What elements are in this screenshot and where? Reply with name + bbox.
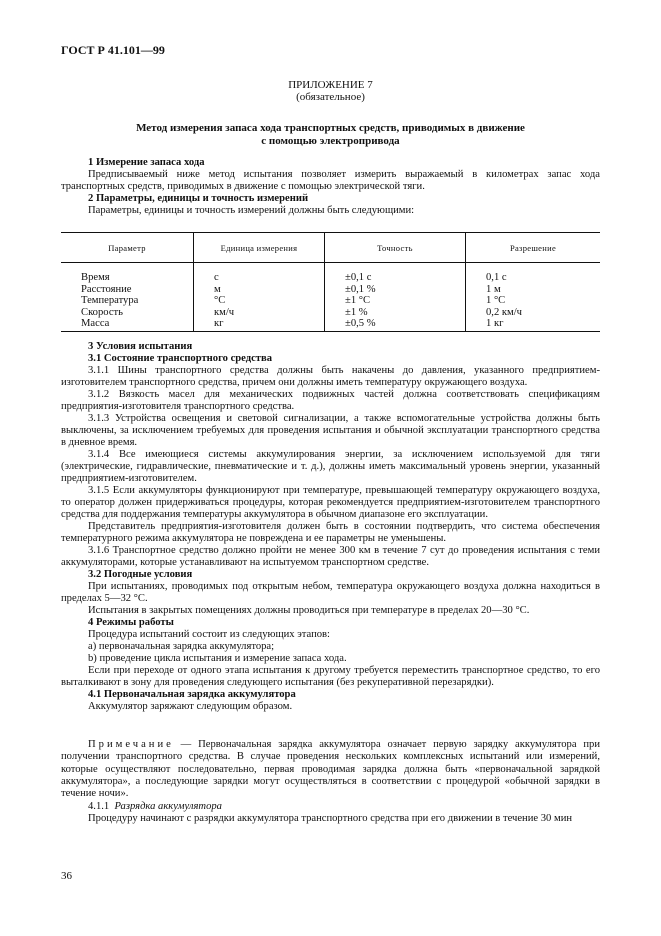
unit-cell xyxy=(194,263,325,332)
parameter-cell xyxy=(61,263,194,332)
section-heading: 3 Условия испытания xyxy=(88,341,193,352)
cell-value: Температура xyxy=(81,295,139,306)
cell-value: ±1 °С xyxy=(345,295,371,306)
paragraph: 3.1.4 Все имеющиеся системы аккумулирования энергии, за исключением используемой для тяги (электрические, гидравлические, пневматические и т. д.), должны иметь максимальный уровень энергии, указанный предприятием-изготовителем. xyxy=(61,449,600,484)
title-line: с помощью электропривода xyxy=(261,134,400,147)
section-4-1-1 xyxy=(61,801,600,825)
subsection-number: 4.1.1 xyxy=(88,801,110,812)
cell-value: 0,2 км/ч xyxy=(486,306,523,318)
resolution-cell xyxy=(466,263,601,332)
appendix-subtitle: (обязательное) xyxy=(296,91,365,103)
list-item: b) проведение цикла испытания и измерение запаса хода. xyxy=(88,653,347,664)
cell-value: Скорость xyxy=(81,306,123,318)
section-heading: 2 Параметры, единицы и точность измерений xyxy=(88,193,309,204)
cell-value: ±0,1 с xyxy=(345,272,372,283)
paragraph: При испытаниях, проводимых под открытым небом, температура окружающего воздуха должна находиться в пределах 5—32 °С. xyxy=(61,581,600,604)
document-header: ГОСТ Р 41.101—99 xyxy=(61,43,165,57)
cell-value: кг xyxy=(214,318,224,329)
paragraph: Испытания в закрытых помещениях должны проводиться при температуре в пределах 20—30 °С. xyxy=(88,605,530,616)
parameters-table xyxy=(61,232,600,332)
cell-value: 0,1 с xyxy=(486,272,507,283)
paragraph: Параметры, единицы и точность измерений должны быть следующими: xyxy=(88,205,415,216)
section-heading: 1 Измерение запаса хода xyxy=(88,157,205,168)
paragraph: Представитель предприятия-изготовителя должен быть в состоянии подтвердить, что система обеспечения температурного режима аккумулятора не повреждена и ее параметры не уменьшены. xyxy=(61,521,600,544)
paragraph: 3.1.1 Шины транспортного средства должны быть накачены до давления, указанного предприятием-изготовителем транспортного средства, причем они должны иметь температуру окружающего воздуха. xyxy=(61,365,600,388)
subsection-heading: 4.1 Первоначальная зарядка аккумулятора xyxy=(88,689,296,700)
note-block xyxy=(61,739,600,800)
cell-value: Время xyxy=(81,272,110,283)
appendix-heading xyxy=(61,79,600,103)
note xyxy=(61,739,600,800)
subsection-heading xyxy=(61,801,600,813)
accuracy-cell xyxy=(325,263,466,332)
sections-3-4 xyxy=(61,341,600,713)
note-label: Примечание xyxy=(88,739,174,750)
note-text: — Первоначальная зарядка аккумулятора означает первую зарядку аккумулятора при получении транспортного средства. В случае проведения нескольких комплексных испытаний или измерений, которые осуществляют последовательно, первая проводимая зарядка должна быть «первоначальной зарядкой аккумулятора», а последующие зарядки могут осуществляться в соответствии с процедурой «обычной зарядки в течение ночи». xyxy=(61,739,600,800)
appendix-title: ПРИЛОЖЕНИЕ 7 xyxy=(288,79,373,91)
table-header-row xyxy=(61,233,600,263)
paragraph: 3.1.3 Устройства освещения и световой сигнализации, а также вспомогательные устройства должны быть выключены, за исключением требуемых для проведения испытания и обычной эксплуатации транспортного средства в дневное время. xyxy=(61,413,600,448)
subsection-title: Разрядка аккумулятора xyxy=(114,801,222,812)
page-number: 36 xyxy=(61,870,72,882)
cell-value: ±1 % xyxy=(345,306,368,318)
document-title xyxy=(61,122,600,147)
paragraph: Аккумулятор заряжают следующим образом. xyxy=(88,701,293,712)
cell-value: км/ч xyxy=(214,306,235,318)
paragraph: 3.1.2 Вязкость масел для механических подвижных частей должна соответствовать спецификациям предприятия-изготовителя транспортного средства. xyxy=(61,389,600,412)
sections-1-2 xyxy=(61,157,600,217)
cell-value: ±0,1 % xyxy=(345,283,376,295)
cell-value: °С xyxy=(214,295,226,306)
cell-value: м xyxy=(214,283,221,295)
column-header: Разрешение xyxy=(466,233,601,263)
cell-value: 1 °С xyxy=(486,295,506,306)
paragraph: 3.1.6 Транспортное средство должно пройти не менее 300 км в течение 7 сут до проведения испытания с теми аккумуляторами, которые устанавливают на испытуемом транспортном средстве. xyxy=(61,545,600,568)
paragraph: 3.1.5 Если аккумуляторы функционируют при температуре, превышающей температуру окружающего воздуха, то оператор должен придерживаться процедуры, которая рекомендуется предприятием-изготовителем транспортного средства для поддержания температуры аккумулятора в обычном диапазоне его эксплуатации. xyxy=(61,485,600,520)
cell-value: 1 кг xyxy=(486,318,504,329)
section-heading: 4 Режимы работы xyxy=(88,617,174,628)
column-header: Параметр xyxy=(61,233,194,263)
subsection-heading: 3.1 Состояние транспортного средства xyxy=(88,353,273,364)
list-item: а) первоначальная зарядка аккумулятора; xyxy=(88,641,275,652)
cell-value: ±0,5 % xyxy=(345,318,376,329)
column-header: Единица измерения xyxy=(194,233,325,263)
subsection-heading: 3.2 Погодные условия xyxy=(88,569,193,580)
cell-value: Масса xyxy=(81,318,110,329)
cell-value: Расстояние xyxy=(81,283,132,295)
paragraph: Процедура испытаний состоит из следующих этапов: xyxy=(88,629,330,640)
title-line: Метод измерения запаса хода транспортных средств, приводимых в движение xyxy=(136,122,525,134)
cell-value: с xyxy=(214,272,219,283)
paragraph: Если при переходе от одного этапа испытания к другому требуется переместить транспортное средство, то его выталкивают в зону для проведения следующего испытания (без рекуперативной перезарядки). xyxy=(61,665,600,688)
table-row xyxy=(61,263,600,332)
paragraph: Процедуру начинают с разрядки аккумулятора транспортного средства при его движении в течение 30 мин xyxy=(88,813,573,824)
cell-value: 1 м xyxy=(486,283,501,295)
column-header: Точность xyxy=(325,233,466,263)
paragraph: Предписываемый ниже метод испытания позволяет измерить выражаемый в километрах запас хода транспортных средств, приводимых в движение с помощью электрической тяги. xyxy=(61,169,600,192)
